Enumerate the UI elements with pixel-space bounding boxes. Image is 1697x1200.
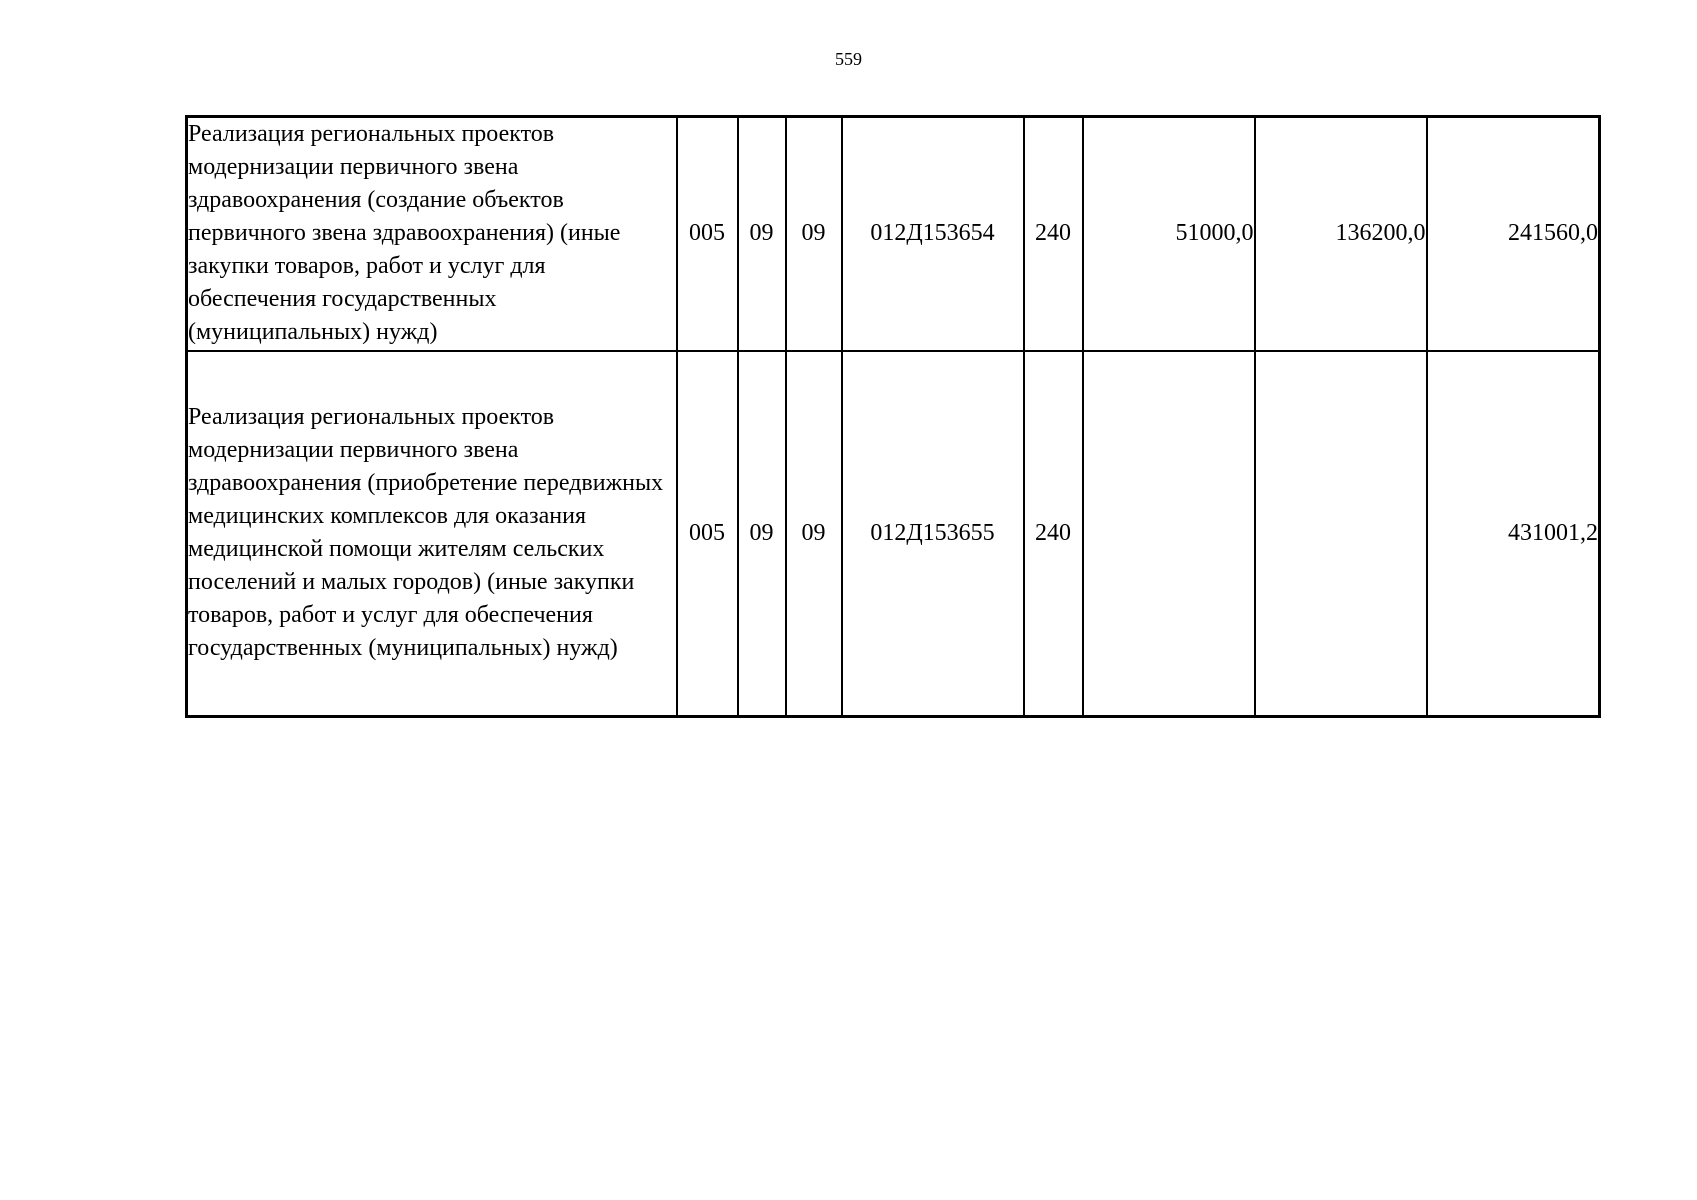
table-row <box>187 117 1600 351</box>
subsection-code: 09 <box>786 117 842 351</box>
row-description: Реализация региональных проектов модернизации первичного звена здравоохранения (создание объектов первичного звена здравоохранения) (иные закупки товаров, работ и услуг для обеспечения государственных (муниципальных) нужд) <box>187 117 677 351</box>
section-code: 09 <box>738 351 786 717</box>
target-article-code: 012Д153655 <box>842 351 1024 717</box>
row-description: Реализация региональных проектов модернизации первичного звена здравоохранения (приобретение передвижных медицинских комплексов для оказания медицинской помощи жителям сельских поселений и малых городов) (иные закупки товаров, работ и услуг для обеспечения государственных (муниципальных) нужд) <box>187 351 677 717</box>
section-code: 09 <box>738 117 786 351</box>
amount-3: 431001,2 <box>1427 351 1600 717</box>
page-number: 559 <box>835 49 862 69</box>
ministry-code: 005 <box>677 117 738 351</box>
amount-1: 51000,0 <box>1083 117 1255 351</box>
amount-3: 241560,0 <box>1427 117 1600 351</box>
amount-2 <box>1255 351 1427 717</box>
target-article-code: 012Д153654 <box>842 117 1024 351</box>
table-row <box>187 351 1600 717</box>
amount-1 <box>1083 351 1255 717</box>
amount-2: 136200,0 <box>1255 117 1427 351</box>
expense-type-code: 240 <box>1024 117 1083 351</box>
budget-table <box>185 115 1601 718</box>
ministry-code: 005 <box>677 351 738 717</box>
subsection-code: 09 <box>786 351 842 717</box>
expense-type-code: 240 <box>1024 351 1083 717</box>
